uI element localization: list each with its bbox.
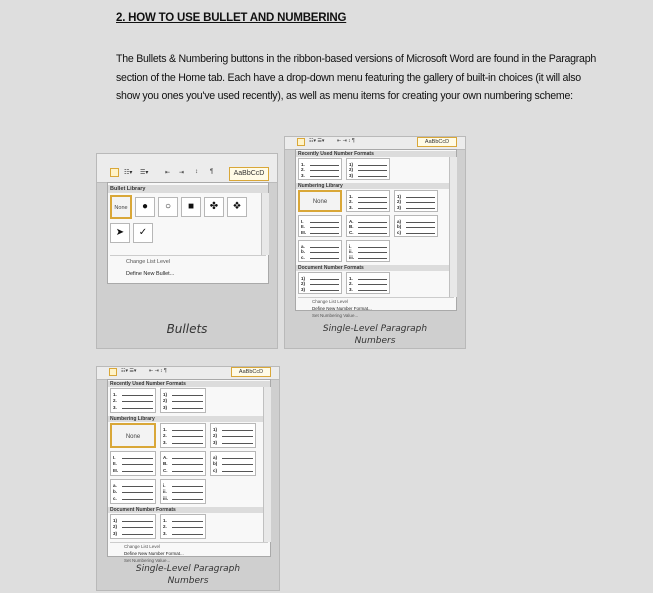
list-line (172, 436, 203, 437)
set-numbering-value-item[interactable]: Set Numbering Value... (312, 313, 359, 318)
list-line (172, 464, 203, 465)
increase-indent-icon[interactable]: ⇥ (179, 170, 185, 176)
gallery-section-title: Document Number Formats (108, 507, 270, 513)
number-format-cell[interactable] (346, 158, 390, 180)
list-marker: 1) (349, 162, 354, 167)
list-line (310, 279, 339, 280)
list-marker: a) (213, 455, 218, 460)
number-format-cell[interactable] (160, 451, 206, 476)
list-line (406, 202, 435, 203)
number-format-cell[interactable] (160, 423, 206, 448)
list-marker: 3. (349, 204, 353, 210)
list-marker: 3) (213, 439, 218, 445)
list-line (172, 430, 203, 431)
bullet-cell[interactable] (133, 223, 153, 243)
multilevel-list-icon[interactable]: ☰▾ (140, 170, 149, 176)
list-marker: III. (301, 229, 307, 235)
bullet-cell[interactable] (181, 197, 201, 217)
numbering-icon[interactable]: ☷▾ ☰▾ (309, 138, 325, 144)
list-marker: 2. (163, 524, 167, 530)
bullet-symbol: ➤ (115, 227, 125, 238)
list-line (310, 247, 339, 248)
list-line (172, 458, 203, 459)
list-line (122, 395, 153, 396)
number-format-cell[interactable] (346, 272, 390, 294)
none-label: None (125, 433, 141, 440)
numbering-dropdown (107, 379, 271, 563)
list-marker: II. (301, 224, 305, 230)
list-line (358, 208, 387, 209)
list-line (358, 227, 387, 228)
bullet-symbol: ❖ (232, 201, 242, 212)
list-line (172, 408, 203, 409)
list-line (172, 534, 203, 535)
list-marker: iii. (349, 254, 355, 260)
list-line (122, 534, 153, 535)
list-line (122, 458, 153, 459)
list-line (122, 471, 153, 472)
list-marker: 1) (213, 427, 218, 432)
scrollbar[interactable] (263, 387, 271, 542)
list-line (122, 521, 153, 522)
list-marker: C. (349, 229, 354, 235)
change-list-level-item[interactable]: Change List Level (312, 299, 349, 304)
list-line (122, 527, 153, 528)
list-line (222, 436, 253, 437)
list-marker: b) (213, 461, 218, 467)
intro-paragraph: The Bullets & Numbering buttons in the ribbon-based versions of Microsoft Word are found in the Paragraph section of the Home tab. Each have a drop-down menu featuring the gallery of built-in choices (it will also show you ones you've used recently), as well as menu items for creating your own numbering scheme: (116, 53, 596, 102)
list-marker: ii. (163, 489, 167, 495)
list-line (358, 176, 387, 177)
list-line (358, 202, 387, 203)
list-marker: 3. (163, 530, 167, 536)
list-marker: 2) (397, 199, 402, 205)
list-line (172, 486, 203, 487)
bullet-none-cell[interactable] (110, 195, 132, 219)
menu-divider (110, 255, 266, 256)
list-marker: 1) (301, 276, 306, 281)
indent-icons[interactable]: ⇤ ⇥ ↕ ¶ (149, 368, 167, 374)
list-line (122, 492, 153, 493)
list-line (172, 401, 203, 402)
style-preview[interactable]: AaBbCcD (229, 167, 269, 181)
list-marker: 3. (349, 286, 353, 292)
numbering-dropdown (295, 149, 457, 318)
list-line (310, 170, 339, 171)
bullet-library-title: Bullet Library (108, 185, 268, 193)
scrollbar[interactable] (449, 157, 457, 297)
list-marker: 1. (163, 427, 167, 432)
bullet-symbol: ● (141, 201, 149, 212)
set-numbering-value-item[interactable]: Set Numbering Value... (124, 558, 171, 563)
menu-divider (298, 297, 454, 298)
number-format-cell[interactable] (160, 479, 206, 504)
number-format-cell[interactable] (346, 215, 390, 237)
list-line (358, 290, 387, 291)
list-marker: 1) (163, 392, 168, 397)
number-none-cell[interactable] (298, 190, 342, 212)
list-marker: 2) (301, 281, 306, 287)
bullet-symbol: ✓ (138, 227, 148, 238)
list-line (172, 527, 203, 528)
bullet-symbol: ○ (164, 201, 172, 212)
list-line (310, 252, 339, 253)
list-line (222, 471, 253, 472)
list-marker: 2) (113, 524, 118, 530)
list-line (310, 222, 339, 223)
list-line (310, 258, 339, 259)
numbering-caption: Single-Level Paragraph Numbers (322, 324, 428, 346)
list-marker: III. (113, 467, 119, 473)
list-line (310, 176, 339, 177)
list-marker: i. (349, 244, 352, 249)
list-marker: a. (301, 244, 305, 249)
list-marker: 3. (301, 172, 305, 178)
number-none-cell[interactable] (110, 423, 156, 448)
list-marker: 3) (163, 404, 168, 410)
none-label: None (114, 205, 128, 211)
numbering-icon[interactable]: ☷▾ ☰▾ (121, 368, 137, 374)
number-format-cell[interactable] (110, 388, 156, 413)
list-marker: I. (301, 219, 304, 224)
list-marker: 1. (301, 162, 305, 167)
bullet-cell[interactable] (135, 197, 155, 217)
list-marker: 2) (213, 433, 218, 439)
list-line (406, 208, 435, 209)
list-line (358, 247, 387, 248)
list-marker: B. (349, 224, 354, 230)
bullets-screenshot (96, 153, 278, 349)
list-line (172, 395, 203, 396)
list-line (310, 165, 339, 166)
gallery-section-title: Recently Used Number Formats (296, 151, 456, 157)
menu-divider (110, 542, 268, 543)
define-new-bullet-item[interactable]: Define New Bullet... (126, 271, 175, 277)
list-marker: c. (113, 495, 117, 501)
bullets-icon[interactable] (110, 168, 119, 177)
change-list-level-item[interactable]: Change List Level (126, 259, 171, 265)
none-label: None (312, 199, 328, 205)
list-line (222, 443, 253, 444)
list-line (122, 499, 153, 500)
list-marker: 3) (113, 530, 118, 536)
list-marker: 3) (301, 286, 306, 292)
list-marker: c) (397, 229, 402, 235)
list-marker: 1. (349, 194, 353, 199)
list-marker: i. (163, 483, 166, 488)
list-marker: 2) (163, 398, 168, 404)
list-line (406, 222, 435, 223)
list-marker: 1) (397, 194, 402, 199)
list-marker: II. (113, 461, 117, 467)
list-line (358, 279, 387, 280)
list-line (222, 464, 253, 465)
list-marker: c) (213, 467, 218, 473)
list-line (122, 486, 153, 487)
list-marker: b) (397, 224, 402, 230)
number-format-cell[interactable] (298, 272, 342, 294)
list-marker: 2. (349, 199, 353, 205)
numbering-screenshot-1 (284, 136, 466, 349)
list-line (358, 252, 387, 253)
list-marker: b. (113, 489, 117, 495)
list-marker: c. (301, 254, 305, 260)
ribbon-toolbar (97, 154, 278, 183)
list-line (358, 284, 387, 285)
list-line (358, 222, 387, 223)
gallery-section-title: Numbering Library (108, 416, 270, 422)
list-marker: 2) (349, 167, 354, 173)
bullet-cell[interactable] (227, 197, 247, 217)
list-marker: 2. (301, 167, 305, 173)
sort-icon[interactable]: ↕ (195, 169, 198, 175)
list-marker: iii. (163, 495, 169, 501)
section-heading: 2. HOW TO USE BULLET AND NUMBERING (116, 12, 347, 24)
gallery-section-title: Recently Used Number Formats (108, 381, 270, 387)
bullets-icon[interactable] (109, 368, 117, 376)
list-marker: 3) (397, 204, 402, 210)
list-line (172, 471, 203, 472)
number-format-cell[interactable] (110, 451, 156, 476)
list-marker: A. (163, 455, 168, 460)
list-marker: 3. (163, 439, 167, 445)
list-line (310, 233, 339, 234)
list-marker: 2. (349, 281, 353, 287)
list-marker: 1) (113, 518, 118, 523)
number-format-cell[interactable] (298, 240, 342, 262)
bullets-icon[interactable] (297, 138, 305, 146)
list-line (406, 227, 435, 228)
number-format-cell[interactable] (110, 514, 156, 539)
list-marker: 2. (113, 398, 117, 404)
pilcrow-icon[interactable]: ¶ (210, 169, 214, 175)
list-marker: A. (349, 219, 354, 224)
list-marker: b. (301, 249, 305, 255)
define-new-number-format-item[interactable]: Define New Number Format... (124, 551, 184, 556)
style-preview[interactable]: AaBbCcD (231, 367, 271, 377)
list-line (172, 443, 203, 444)
number-format-cell[interactable] (394, 215, 438, 237)
list-line (172, 499, 203, 500)
bullet-cell[interactable] (204, 197, 224, 217)
bullet-symbol: ■ (187, 201, 195, 212)
list-line (406, 197, 435, 198)
list-line (358, 165, 387, 166)
change-list-level-item[interactable]: Change List Level (124, 544, 161, 549)
list-line (310, 284, 339, 285)
list-line (406, 233, 435, 234)
numbering-caption: Single-Level Paragraph Numbers (135, 564, 241, 586)
list-marker: B. (163, 461, 168, 467)
numbering-screenshot-2 (96, 366, 280, 591)
list-line (172, 492, 203, 493)
decrease-indent-icon[interactable]: ⇤ (165, 170, 171, 176)
bullet-dropdown (107, 182, 269, 284)
list-line (172, 521, 203, 522)
bullet-cell[interactable] (158, 197, 178, 217)
number-format-cell[interactable] (160, 514, 206, 539)
number-format-cell[interactable] (210, 423, 256, 448)
number-format-cell[interactable] (346, 240, 390, 262)
style-preview[interactable]: AaBbCcD (417, 137, 457, 147)
number-format-cell[interactable] (394, 190, 438, 212)
bullets-caption: Bullets (166, 322, 208, 336)
list-marker: 3. (113, 404, 117, 410)
list-marker: C. (163, 467, 168, 473)
scrollbar[interactable] (261, 193, 269, 255)
define-new-number-format-item[interactable]: Define New Number Format... (312, 306, 372, 311)
numbering-icon[interactable]: ☷▾ (124, 170, 133, 176)
list-line (358, 197, 387, 198)
bullet-symbol: ✤ (209, 201, 219, 212)
number-format-cell[interactable] (298, 215, 342, 237)
number-format-cell[interactable] (346, 190, 390, 212)
list-line (222, 430, 253, 431)
list-marker: 3) (349, 172, 354, 178)
number-format-cell[interactable] (298, 158, 342, 180)
list-marker: ii. (349, 249, 353, 255)
list-line (358, 258, 387, 259)
list-marker: 1. (163, 518, 167, 523)
gallery-section-title: Numbering Library (296, 183, 456, 189)
number-format-cell[interactable] (160, 388, 206, 413)
list-line (358, 233, 387, 234)
list-marker: I. (113, 455, 116, 460)
indent-icons[interactable]: ⇤ ⇥ ↕ ¶ (337, 138, 355, 144)
list-line (310, 227, 339, 228)
gallery-section-title: Document Number Formats (296, 265, 456, 271)
list-line (310, 290, 339, 291)
list-line (222, 458, 253, 459)
bullet-cell[interactable] (110, 223, 130, 243)
list-marker: 2. (163, 433, 167, 439)
number-format-cell[interactable] (110, 479, 156, 504)
list-line (122, 408, 153, 409)
list-line (122, 464, 153, 465)
list-line (122, 401, 153, 402)
list-marker: 1. (349, 276, 353, 281)
list-marker: a. (113, 483, 117, 488)
list-line (358, 170, 387, 171)
list-marker: a) (397, 219, 402, 224)
list-marker: 1. (113, 392, 117, 397)
number-format-cell[interactable] (210, 451, 256, 476)
